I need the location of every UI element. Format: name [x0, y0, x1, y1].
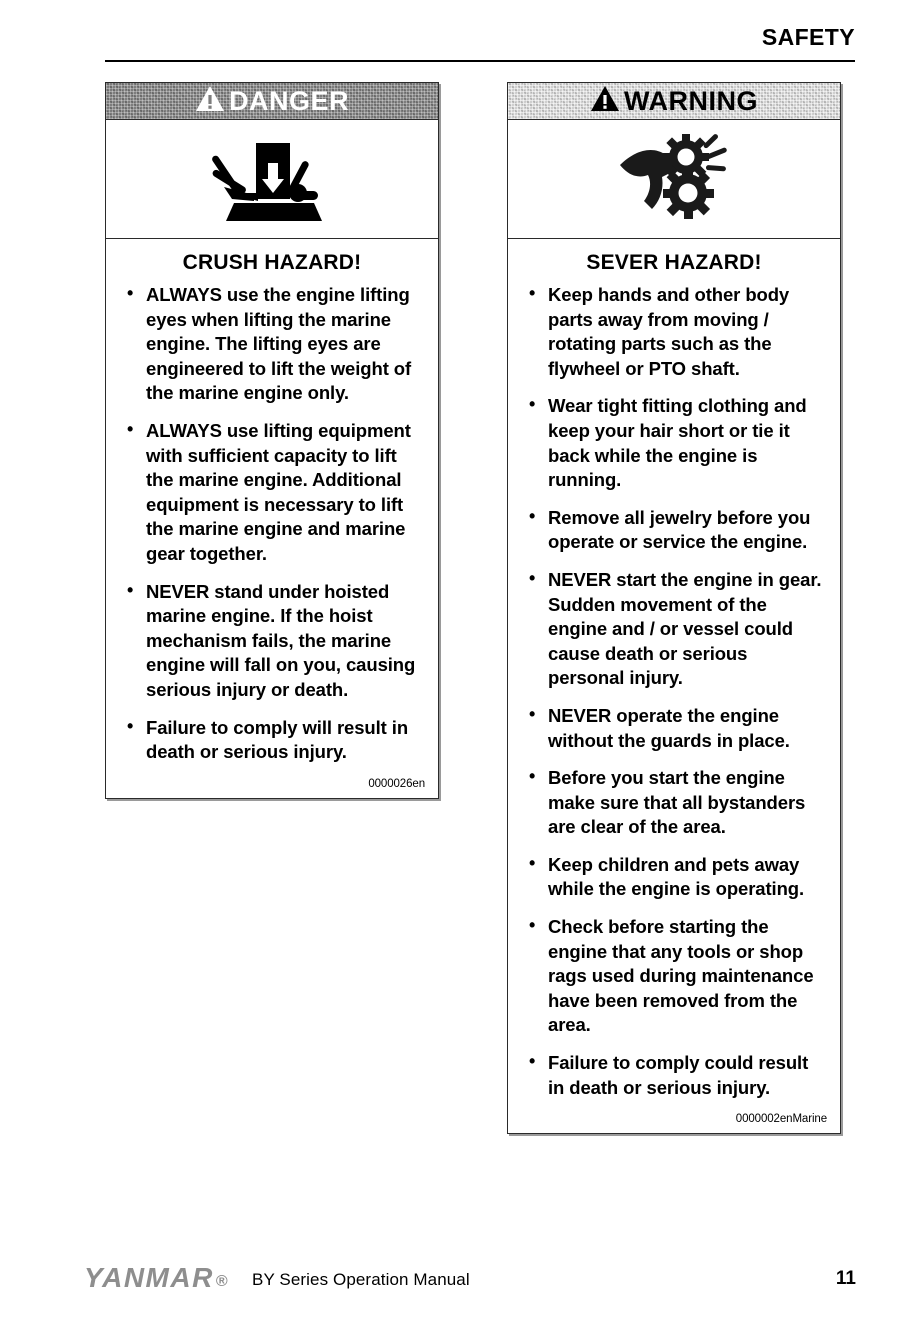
list-item: • Before you start the engine make sure that all bystanders are clear of the area. — [520, 766, 828, 840]
warning-triangle-icon — [590, 85, 620, 117]
warning-triangle-icon — [195, 85, 225, 117]
list-item: • Remove all jewelry before you operate or service the engine. — [520, 506, 828, 555]
danger-safety-panel — [105, 82, 439, 799]
list-item: • Keep children and pets away while the engine is operating. — [520, 853, 828, 902]
warning-bullet-list — [520, 283, 828, 1100]
page-header — [105, 24, 855, 64]
warning-panel-heading: SEVER HAZARD! — [586, 251, 762, 274]
danger-panel-heading: CRUSH HAZARD! — [182, 251, 362, 274]
yanmar-logo-text: YANMAR — [84, 1262, 214, 1293]
registered-mark-icon: ® — [215, 1273, 228, 1290]
danger-panel-body — [106, 239, 438, 798]
crush-hazard-pictogram-area — [106, 120, 438, 239]
manual-title: BY Series Operation Manual — [252, 1270, 470, 1289]
sever-hazard-pictogram — [614, 131, 734, 228]
warning-panel-body — [508, 239, 840, 1133]
list-item: • Check before starting the engine that any tools or shop rags used during maintenance have been removed from the area. — [520, 915, 828, 1038]
danger-bullet-list — [118, 283, 426, 765]
sever-hazard-pictogram-area — [508, 120, 840, 239]
header-divider — [105, 60, 855, 62]
crush-hazard-pictogram — [202, 129, 342, 230]
danger-document-code: 0000026en — [368, 777, 425, 790]
list-item: • NEVER operate the engine without the guards in place. — [520, 704, 828, 753]
warning-safety-panel — [507, 82, 841, 1134]
warning-banner — [508, 83, 840, 120]
page-number: 11 — [835, 1268, 856, 1289]
list-item: • Keep hands and other body parts away from moving / rotating parts such as the flywheel or PTO shaft. — [520, 283, 828, 381]
list-item: • NEVER start the engine in gear. Sudden movement of the engine and / or vessel could cause death or serious personal injury. — [520, 568, 828, 691]
list-item: • ALWAYS use the engine lifting eyes when lifting the marine engine. The lifting eyes are engineered to lift the weight of the marine engine only. — [118, 283, 426, 406]
list-item: • Failure to comply could result in death or serious injury. — [520, 1051, 828, 1100]
list-item: • NEVER stand under hoisted marine engine. If the hoist mechanism fails, the marine engine will fall on you, causing serious injury or death. — [118, 580, 426, 703]
warning-document-code: 0000002enMarine — [735, 1113, 827, 1126]
danger-banner-label: DANGER — [228, 85, 349, 116]
list-item: • Wear tight fitting clothing and keep your hair short or tie it back while the engine is running. — [520, 394, 828, 492]
warning-banner-label: WARNING — [624, 85, 758, 116]
list-item: • ALWAYS use lifting equipment with sufficient capacity to lift the marine engine. Additional equipment is necessary to lift the marine engine and marine gear together. — [118, 419, 426, 567]
page-footer — [84, 1262, 856, 1302]
yanmar-logo — [84, 1264, 228, 1292]
page-title: SAFETY — [761, 24, 855, 50]
danger-banner — [106, 83, 438, 120]
list-item: • Failure to comply will result in death or serious injury. — [118, 716, 426, 765]
